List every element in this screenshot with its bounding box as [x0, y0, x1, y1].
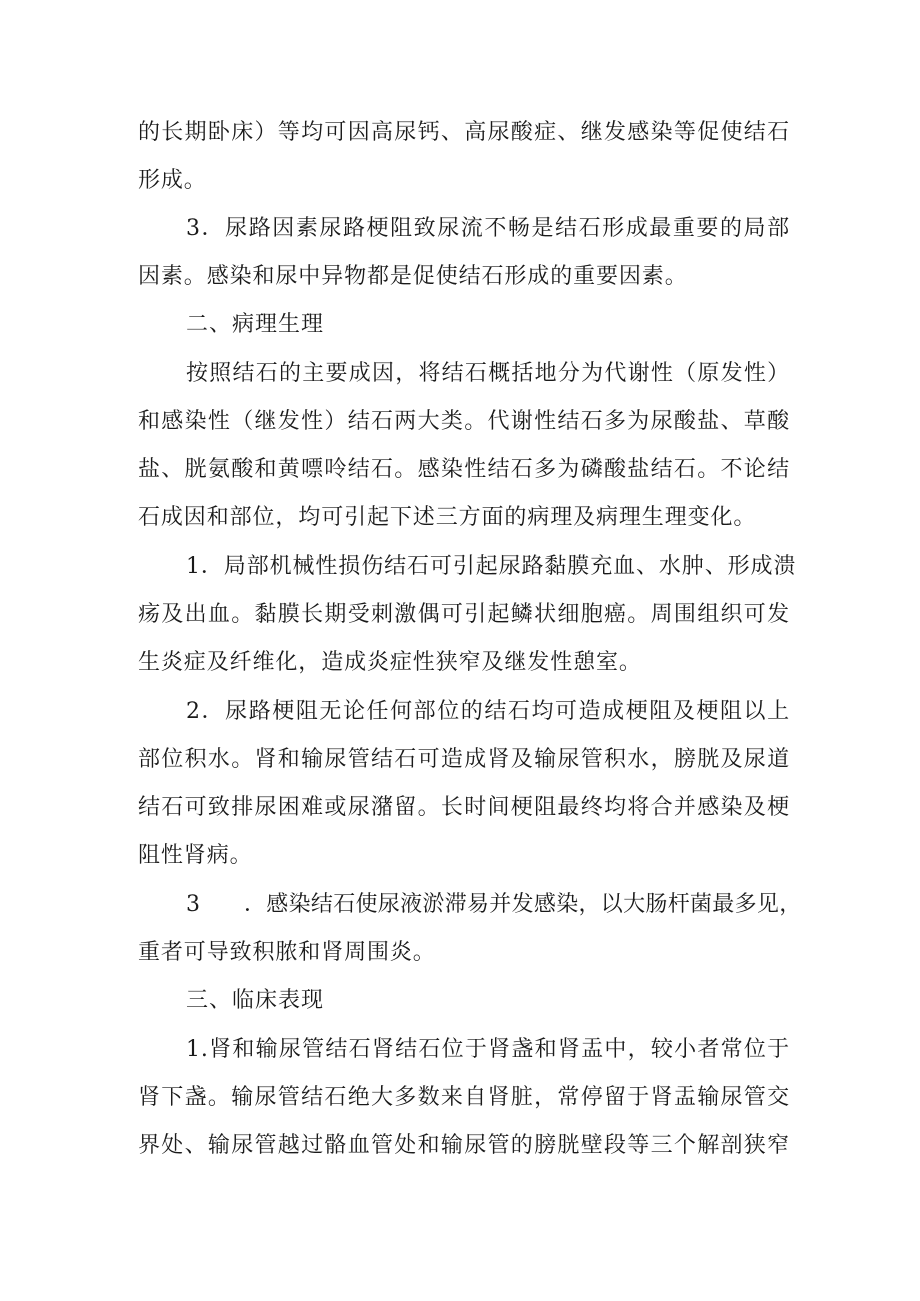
paragraph-line: 部位积水。肾和输尿管结石可造成肾及输尿管积水，膀胱及尿道	[138, 747, 790, 772]
paragraph-line: 重者可导致积脓和肾周围炎。	[138, 940, 436, 965]
paragraph-line: 2．尿路梗阻无论任何部位的结石均可造成梗阻及梗阻以上	[186, 699, 790, 724]
paragraph-line: 结石可致排尿困难或尿潴留。长时间梗阻最终均将合并感染及梗	[138, 795, 790, 820]
paragraph-line: 1．局部机械性损伤结石可引起尿路黏膜充血、水肿、形成溃	[186, 554, 797, 579]
paragraph-line: 1.肾和输尿管结石肾结石位于肾盏和肾盂中，较小者常位于	[186, 1037, 790, 1062]
paragraph-line: ．感染结石使尿液淤滞易并发感染，以大肠杆菌最多见，	[244, 892, 802, 917]
paragraph-line: 阻性肾病。	[138, 843, 253, 868]
section-heading: 二、病理生理	[186, 312, 325, 337]
paragraph-line: 疡及出血。黏膜长期受刺激偶可引起鳞状细胞癌。周围组织可发	[138, 602, 790, 627]
paragraph-line: 和感染性（继发性）结石两大类。代谢性结石多为尿酸盐、草酸	[138, 409, 790, 434]
paragraph-line: 界处、输尿管越过骼血管处和输尿管的膀胱壁段等三个解剖狭窄	[138, 1133, 790, 1158]
paragraph-line: 3．尿路因素尿路梗阻致尿流不畅是结石形成最重要的局部	[186, 216, 790, 241]
section-heading: 三、临床表现	[186, 988, 325, 1013]
paragraph-line: 按照结石的主要成因，将结石概括地分为代谢性（原发性）	[186, 361, 790, 386]
paragraph-line: 盐、胱氨酸和黄嘌呤结石。感染性结石多为磷酸盐结石。不论结	[138, 457, 790, 482]
paragraph-line: 石成因和部位，均可引起下述三方面的病理及病理生理变化。	[138, 505, 757, 530]
paragraph-line: 的长期卧床）等均可因高尿钙、高尿酸症、继发感染等促使结石	[138, 120, 790, 145]
list-number: 3	[186, 892, 200, 917]
paragraph-line: 肾下盏。输尿管结石绝大多数来自肾脏，常停留于肾盂输尿管交	[138, 1085, 790, 1110]
paragraph-line: 形成。	[138, 168, 207, 193]
paragraph-line: 因素。感染和尿中异物都是促使结石形成的重要因素。	[138, 264, 688, 289]
paragraph-line: 生炎症及纤维化，造成炎症性狭窄及继发性憩室。	[138, 650, 642, 675]
